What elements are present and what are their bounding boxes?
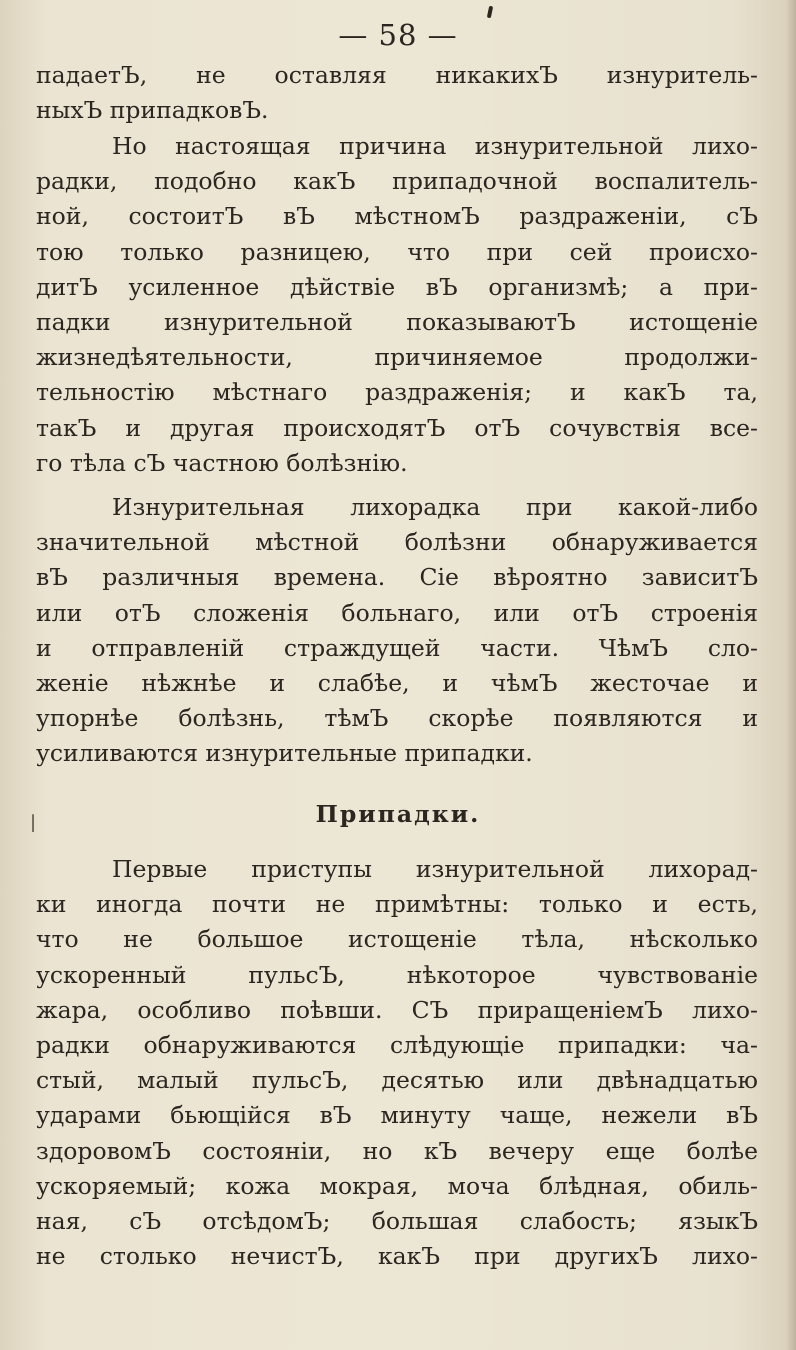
text-line: упорнѣе болѣзнь, тѣмЪ скорѣе появляются и — [36, 704, 758, 733]
text-line: тою только разницею, что при сей происхо- — [36, 237, 758, 266]
text-line: усиливаются изнурительные припадки. — [36, 739, 533, 768]
text-line: ныхЪ припадковЪ. — [36, 96, 269, 125]
page-edge-shadow — [786, 0, 796, 1350]
text-line: значительной мѣстной болѣзни обнаруживается — [36, 528, 758, 557]
text-line: и отправленій страждущей части. ЧѣмЪ сло- — [36, 633, 758, 662]
text-line: или отЪ сложенія больнаго, или отЪ строенія — [36, 598, 758, 627]
text-line: падаетЪ, не оставляя никакихЪ изнуритель- — [36, 61, 758, 89]
text-line: ускоряемый; кожа мокрая, моча блѣдная, обиль- — [36, 1171, 758, 1200]
page-number: — 58 — — [338, 18, 458, 52]
text-line: вЪ различныя времена. Сіе вѣроятно зависитЪ — [36, 563, 758, 592]
text-line: жара, особливо поѣвши. СЪ приращеніемЪ лихо- — [36, 995, 758, 1024]
paragraph-cause — [36, 129, 758, 481]
text-line: падки изнурительной показываютЪ истощеніе — [36, 307, 758, 336]
margin-mark: | — [30, 812, 37, 833]
text-line: ускоренный пульсЪ, нѣкоторое чувствованіе — [36, 960, 758, 989]
text-line: не столько нечистЪ, какЪ при другихЪ лихо- — [36, 1242, 758, 1271]
text-line: Но настоящая причина изнурительной лихо- — [112, 132, 758, 160]
text-line: ная, сЪ отсѣдомЪ; большая слабость; языкЪ — [36, 1206, 758, 1235]
paragraph-symptoms — [36, 852, 758, 1274]
text-line: дитЪ усиленное дѣйствіе вЪ организмѣ; а при- — [36, 272, 758, 301]
text-block-continuation — [36, 58, 758, 128]
text-line: ки иногда почти не примѣтны: только и есть, — [36, 890, 758, 919]
ink-speck — [487, 6, 493, 19]
text-line: ной, состоитЪ вЪ мѣстномЪ раздраженіи, сЪ — [36, 202, 758, 231]
section-heading: Припадки. — [315, 800, 481, 828]
text-line: го тѣла сЪ частною болѣзнію. — [36, 448, 408, 477]
text-line: Первые приступы изнурительной лихорад- — [112, 855, 758, 883]
text-line: радки, подобно какЪ припадочной воспалитель- — [36, 167, 758, 196]
text-line: радки обнаруживаются слѣдующіе припадки: ча- — [36, 1030, 758, 1059]
text-line: что не большое истощеніе тѣла, нѣсколько — [36, 925, 758, 954]
paragraph-onset — [36, 490, 758, 772]
text-line: женіе нѣжнѣе и слабѣе, и чѣмЪ жесточае и — [36, 668, 758, 697]
text-line: стый, малый пульсЪ, десятью или двѣнадцатью — [36, 1066, 758, 1095]
text-line: жизнедѣятельности, причиняемое продолжи- — [36, 343, 758, 372]
text-line: ударами бьющійся вЪ минуту чаще, нежели вЪ — [36, 1101, 758, 1130]
text-line: Изнурительная лихорадка при какой-либо — [112, 493, 758, 521]
text-line: здоровомЪ состояніи, но кЪ вечеру еще болѣе — [36, 1136, 758, 1165]
text-line: такЪ и другая происходятЪ отЪ сочувствія все- — [36, 413, 758, 442]
text-line: тельностію мѣстнаго раздраженія; и какЪ та, — [36, 378, 758, 407]
